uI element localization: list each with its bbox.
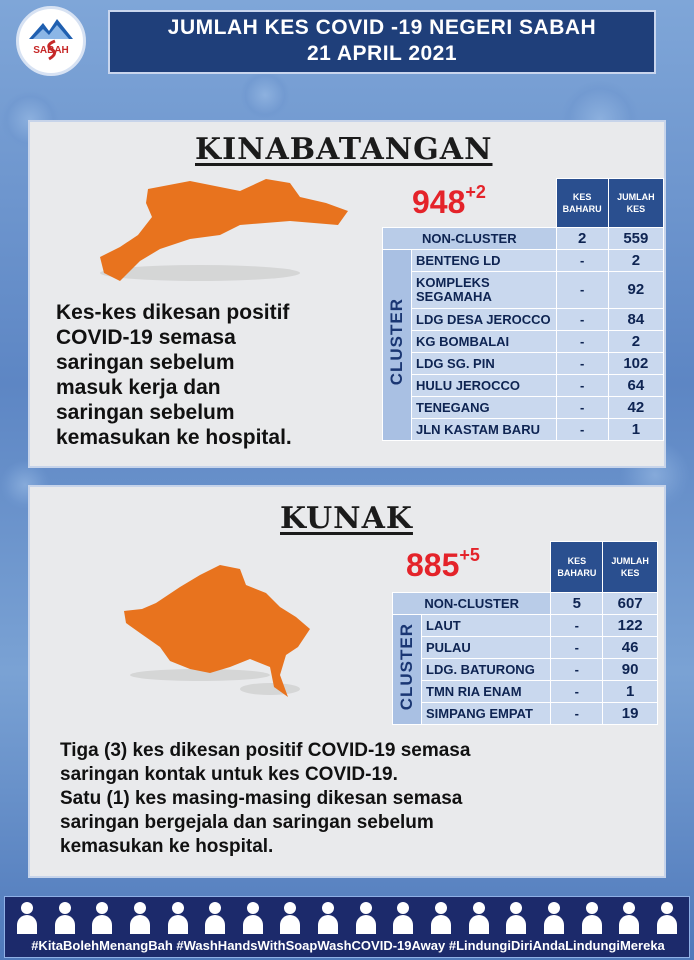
cluster-new: -	[556, 308, 608, 330]
cluster-name: HULU JEROCCO	[412, 374, 557, 396]
person-icon	[278, 900, 302, 934]
description-line: masuk kerja dan	[56, 376, 221, 399]
cluster-side-label	[383, 249, 412, 440]
kunak-description	[60, 739, 470, 859]
non-cluster-label: NON-CLUSTER	[393, 592, 551, 614]
table-row	[383, 308, 664, 330]
description-line: COVID-19 semasa	[56, 326, 236, 349]
cluster-name: BENTENG LD	[412, 249, 557, 271]
cluster-total: 90	[603, 658, 658, 680]
district-name: KINABATANGAN	[195, 132, 493, 167]
cluster-name: PULAU	[422, 636, 551, 658]
person-icon	[15, 900, 39, 934]
col-header-new: KES BAHARU	[551, 542, 603, 593]
table-row	[383, 330, 664, 352]
virus-decoration	[240, 70, 290, 120]
description-line: kemasukan ke hospital.	[56, 426, 292, 449]
total-value: 948	[412, 184, 466, 220]
new-cases-increment: +2	[465, 182, 486, 202]
col-header-new: KES BAHARU	[556, 179, 608, 228]
description-line: saringan sebelum	[56, 401, 235, 424]
sabah-logo	[16, 6, 86, 76]
person-icon	[166, 900, 190, 934]
person-icon	[467, 900, 491, 934]
non-cluster-new: 2	[556, 227, 608, 249]
person-icon	[354, 900, 378, 934]
cluster-name: LDG SG. PIN	[412, 352, 557, 374]
non-cluster-total: 607	[603, 592, 658, 614]
cluster-total: 122	[603, 614, 658, 636]
footer-banner	[4, 896, 690, 958]
cluster-name: TENEGANG	[412, 396, 557, 418]
cluster-new: -	[556, 418, 608, 440]
cluster-label-text: CLUSTER	[387, 298, 406, 386]
cluster-new: -	[556, 396, 608, 418]
non-cluster-new: 5	[551, 592, 603, 614]
table-row	[393, 614, 658, 636]
person-icon	[580, 900, 604, 934]
cluster-total: 42	[608, 396, 663, 418]
district-panel-kinabatangan	[28, 120, 666, 468]
cluster-total: 1	[608, 418, 663, 440]
cluster-new: -	[551, 614, 603, 636]
cluster-total: 1	[603, 680, 658, 702]
table-row	[393, 680, 658, 702]
col-header-total: JUMLAH KES	[603, 542, 658, 593]
table-row	[383, 374, 664, 396]
person-icon	[391, 900, 415, 934]
table-row	[383, 249, 664, 271]
table-row	[393, 592, 658, 614]
description-line: Kes-kes dikesan positif	[56, 301, 290, 324]
cluster-new: -	[556, 271, 608, 308]
cluster-new: -	[551, 658, 603, 680]
col-header-total: JUMLAH KES	[608, 179, 663, 228]
description-line: kemasukan ke hospital.	[60, 836, 274, 857]
cluster-name: JLN KASTAM BARU	[412, 418, 557, 440]
table-row	[383, 271, 664, 308]
hashtags: #KitaBolehMenangBah #WashHandsWithSoapWashCOVID-19Away #LindungiDiriAndaLindungiMereka	[31, 938, 665, 953]
cluster-new: -	[556, 352, 608, 374]
cluster-name: SIMPANG EMPAT	[422, 702, 551, 724]
cluster-name: KOMPLEKS SEGAMAHA	[412, 271, 557, 308]
description-line: saringan bergejala dan saringan sebelum	[60, 812, 434, 833]
person-icon	[53, 900, 77, 934]
person-icon	[504, 900, 528, 934]
person-icon	[429, 900, 453, 934]
table-row	[393, 636, 658, 658]
person-icon	[241, 900, 265, 934]
table-row	[393, 702, 658, 724]
kunak-map-icon	[120, 557, 320, 707]
new-cases-increment: +5	[459, 545, 480, 565]
frontliners-illustration	[15, 900, 679, 936]
cluster-total: 84	[608, 308, 663, 330]
title-date: 21 APRIL 2021	[306, 42, 458, 65]
person-icon	[128, 900, 152, 934]
description-line: Tiga (3) kes dikesan positif COVID-19 semasa	[60, 740, 471, 761]
cluster-name: LAUT	[422, 614, 551, 636]
non-cluster-label: NON-CLUSTER	[383, 227, 557, 249]
description-line: Satu (1) kes masing-masing dikesan semasa	[60, 788, 463, 809]
person-icon	[617, 900, 641, 934]
table-row	[383, 418, 664, 440]
cluster-name: LDG. BATURONG	[422, 658, 551, 680]
table-row	[383, 352, 664, 374]
cluster-total: 92	[608, 271, 663, 308]
table-row	[383, 227, 664, 249]
cluster-name: TMN RIA ENAM	[422, 680, 551, 702]
cluster-side-label	[393, 614, 422, 724]
cluster-new: -	[556, 330, 608, 352]
total-value: 885	[406, 547, 460, 583]
person-icon	[203, 900, 227, 934]
cluster-new: -	[556, 374, 608, 396]
cluster-new: -	[551, 636, 603, 658]
cluster-label-text: CLUSTER	[397, 622, 416, 711]
non-cluster-total: 559	[608, 227, 663, 249]
cluster-new: -	[556, 249, 608, 271]
kinabatangan-map-icon	[90, 177, 352, 287]
cluster-name: LDG DESA JEROCCO	[412, 308, 557, 330]
title-banner	[108, 10, 656, 74]
person-icon	[90, 900, 114, 934]
district-panel-kunak	[28, 485, 666, 878]
person-icon	[316, 900, 340, 934]
cluster-total: 46	[603, 636, 658, 658]
kinabatangan-description	[56, 300, 292, 450]
person-icon	[655, 900, 679, 934]
description-line: saringan kontak untuk kes COVID-19.	[60, 764, 398, 785]
person-icon	[542, 900, 566, 934]
logo-label: SABAH	[33, 45, 69, 56]
cluster-new: -	[551, 680, 603, 702]
cluster-table	[392, 541, 658, 725]
cluster-new: -	[551, 702, 603, 724]
cluster-total: 64	[608, 374, 663, 396]
table-row	[393, 658, 658, 680]
table-row	[383, 396, 664, 418]
title-line-1: JUMLAH KES COVID -19 NEGERI SABAH	[167, 16, 597, 39]
cluster-total: 2	[608, 330, 663, 352]
cluster-table	[382, 178, 664, 441]
cluster-total: 2	[608, 249, 663, 271]
cluster-total: 102	[608, 352, 663, 374]
cluster-name: KG BOMBALAI	[412, 330, 557, 352]
description-line: saringan sebelum	[56, 351, 235, 374]
district-name: KUNAK	[280, 501, 413, 536]
cluster-total: 19	[603, 702, 658, 724]
